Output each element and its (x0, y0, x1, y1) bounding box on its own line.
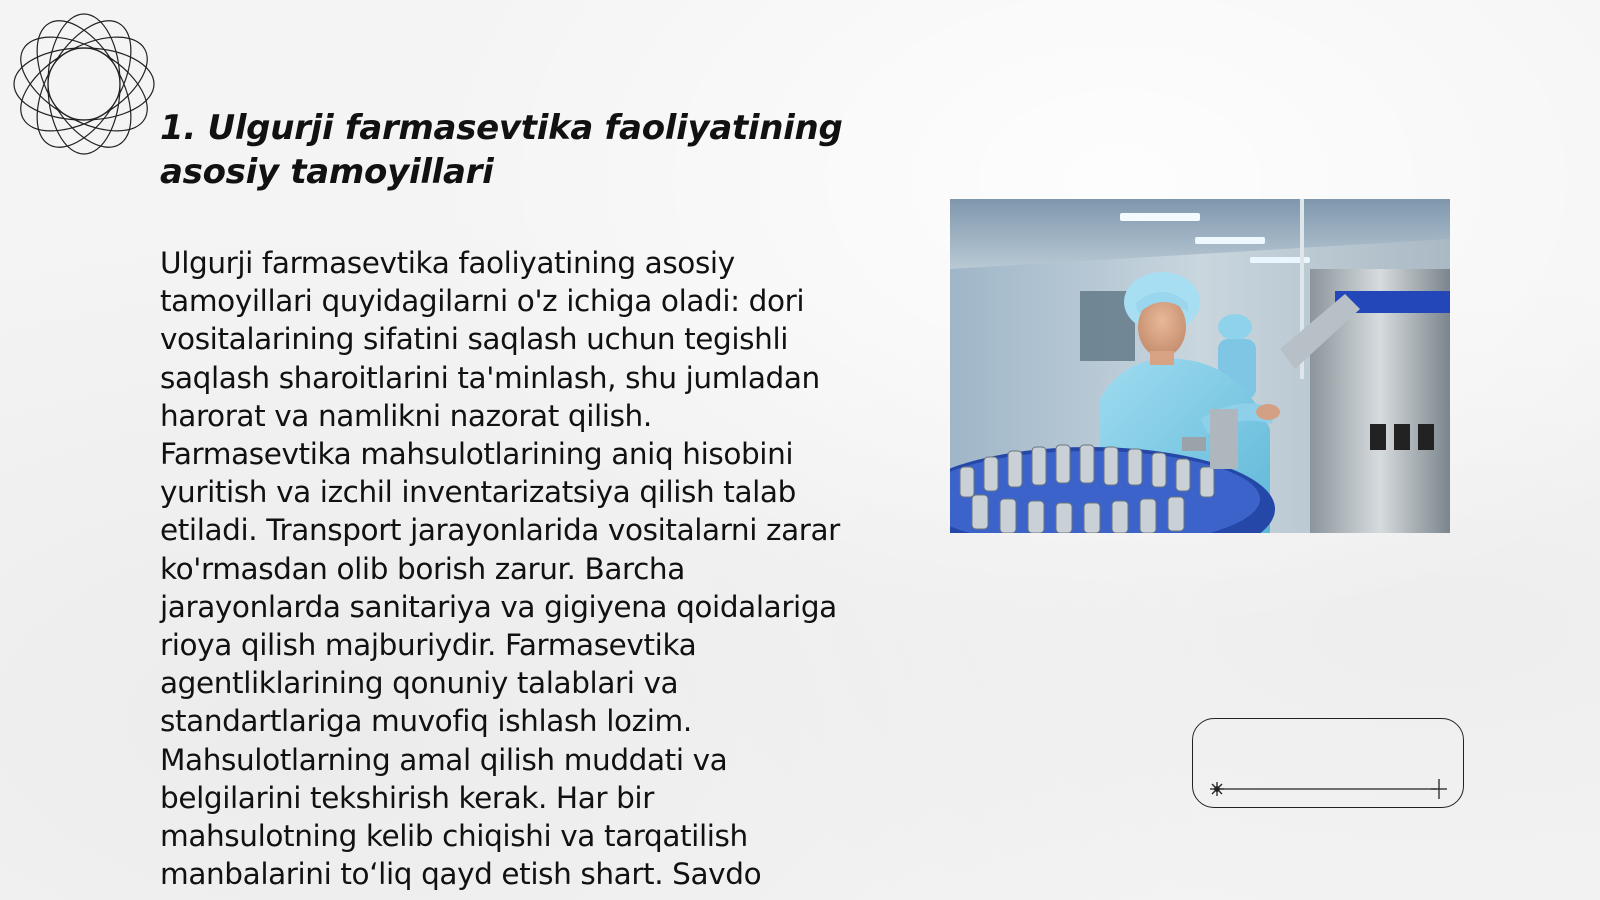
decorative-line-box (1192, 718, 1464, 808)
pharmaceutical-lab-worker-photo (950, 199, 1450, 533)
circular-line-ornament-icon (10, 10, 158, 158)
slide-title: 1. Ulgurji farmasevtika faoliyatining asosiy tamoyillari (160, 108, 843, 192)
slide-body-text: Ulgurji farmasevtika faoliyatining asosiy tamoyillari quyidagilarni o'z ichiga oladi: dori vositalarining sifatini saqlash uchun tegishli saqlash sharoitlarini ta'minlash, shu jumladan harorat va namlikni nazorat qilish. Farmasevtika mahsulotlarining aniq hisobini yuritish va izchil inventarizatsiya qilish talab etiladi. Transport jarayonlarida vositalarni zarar ko'rmasdan olib borish zarur. Barcha jarayonlarda sanitariya va gigiyena qoidalariga rioya qilish majburiydir. Farmasevtika agentliklarining qonuniy talablari va standartlariga muvofiq ishlash lozim. Mahsulotlarning amal qilish muddati va belgilarini tekshirish kerak. Har bir mahsulotning kelib chiqishi va tarqatilish manbalarini to‘liq qayd etish shart. Savdo (160, 246, 840, 892)
sparkle-icon (1210, 782, 1224, 796)
plus-icon (1431, 779, 1447, 799)
